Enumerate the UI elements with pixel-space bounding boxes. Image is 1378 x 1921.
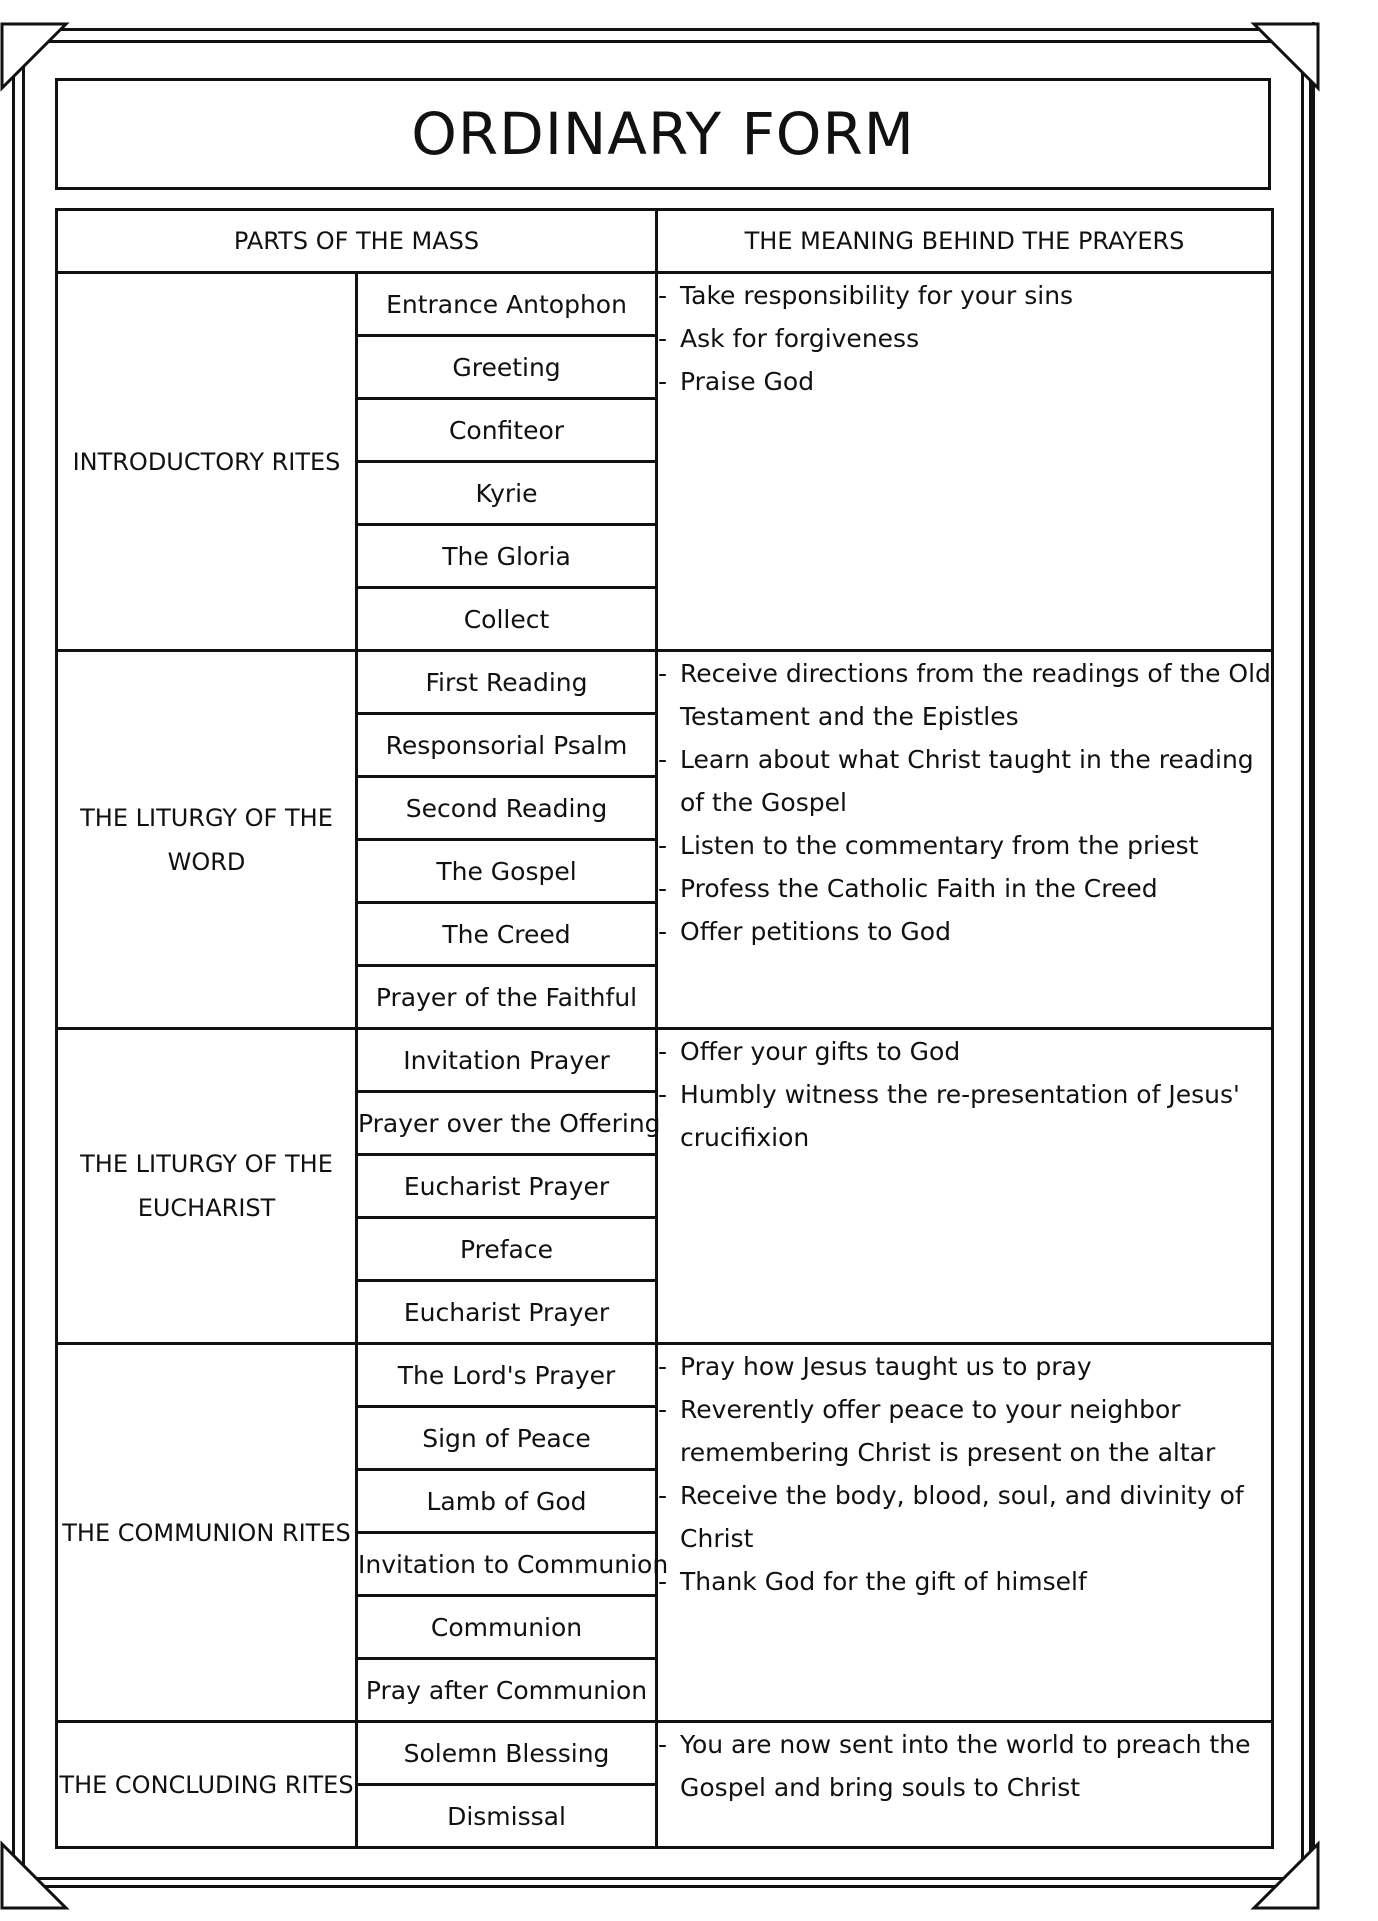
mass-part: Confiteor (357, 399, 657, 462)
mass-table (55, 208, 1274, 1849)
mass-part: Prayer of the Faithful (357, 966, 657, 1029)
meaning-item: - Ask for forgiveness (658, 317, 1271, 360)
mass-part: Collect (357, 588, 657, 651)
mass-part: Pray after Communion (357, 1659, 657, 1722)
meaning-item: - Pray how Jesus taught us to pray (658, 1345, 1271, 1388)
mass-part: Communion (357, 1596, 657, 1659)
rite-name: THE COMMUNION RITES (57, 1344, 357, 1722)
meaning-cell (657, 651, 1273, 1029)
rite-name: THE LITURGY OF THE WORD (57, 651, 357, 1029)
corner-triangle-icon (0, 1840, 70, 1910)
meaning-cell (657, 1344, 1273, 1722)
rite-name: THE CONCLUDING RITES (57, 1722, 357, 1848)
meaning-item: - Offer petitions to God (658, 910, 1271, 953)
meaning-item: - Take responsibility for your sins (658, 274, 1271, 317)
meaning-item: - Listen to the commentary from the priest (658, 824, 1271, 867)
mass-part: The Gospel (357, 840, 657, 903)
mass-part: Invitation Prayer (357, 1029, 657, 1092)
table-header-row (57, 210, 1273, 273)
header-parts: PARTS OF THE MASS (57, 210, 657, 273)
mass-part: Responsorial Psalm (357, 714, 657, 777)
meaning-item: - Profess the Catholic Faith in the Creed (658, 867, 1271, 910)
meaning-item: - Receive directions from the readings of the Old Testament and the Epistles (658, 652, 1271, 738)
mass-part: Greeting (357, 336, 657, 399)
mass-part: Kyrie (357, 462, 657, 525)
meaning-list (658, 1723, 1271, 1809)
meaning-item: - Receive the body, blood, soul, and divinity of Christ (658, 1474, 1271, 1560)
table-row (57, 273, 1273, 336)
title-box (55, 78, 1271, 190)
mass-part: Eucharist Prayer (357, 1155, 657, 1218)
meaning-item: - You are now sent into the world to preach the Gospel and bring souls to Christ (658, 1723, 1271, 1809)
meaning-list (658, 274, 1271, 403)
mass-part: Solemn Blessing (357, 1722, 657, 1785)
mass-part: Invitation to Communion (357, 1533, 657, 1596)
mass-part: Preface (357, 1218, 657, 1281)
rite-name: THE LITURGY OF THE EUCHARIST (57, 1029, 357, 1344)
rite-name: INTRODUCTORY RITES (57, 273, 357, 651)
page-title: ORDINARY FORM (411, 100, 915, 168)
meaning-item: - Praise God (658, 360, 1271, 403)
mass-part: The Lord's Prayer (357, 1344, 657, 1407)
mass-part: The Gloria (357, 525, 657, 588)
mass-part: First Reading (357, 651, 657, 714)
frame-edge-line (1312, 22, 1315, 1888)
table-row (57, 1029, 1273, 1092)
mass-part: The Creed (357, 903, 657, 966)
table-row (57, 651, 1273, 714)
mass-part: Entrance Antophon (357, 273, 657, 336)
mass-part: Eucharist Prayer (357, 1281, 657, 1344)
mass-part: Lamb of God (357, 1470, 657, 1533)
meaning-cell (657, 273, 1273, 651)
mass-part: Dismissal (357, 1785, 657, 1848)
meaning-item: - Humbly witness the re-presentation of Jesus' crucifixion (658, 1073, 1271, 1159)
meaning-cell (657, 1722, 1273, 1848)
mass-part: Second Reading (357, 777, 657, 840)
mass-part: Prayer over the Offering (357, 1092, 657, 1155)
meaning-item: - Offer your gifts to God (658, 1030, 1271, 1073)
meaning-item: - Learn about what Christ taught in the reading of the Gospel (658, 738, 1271, 824)
meaning-cell (657, 1029, 1273, 1344)
corner-triangle-icon (1250, 1840, 1320, 1910)
table-row (57, 1344, 1273, 1407)
meaning-list (658, 1345, 1271, 1603)
table-row (57, 1722, 1273, 1785)
header-meaning: THE MEANING BEHIND THE PRAYERS (657, 210, 1273, 273)
meaning-item: - Reverently offer peace to your neighbor remembering Christ is present on the altar (658, 1388, 1271, 1474)
meaning-item: - Thank God for the gift of himself (658, 1560, 1271, 1603)
meaning-list (658, 652, 1271, 953)
meaning-list (658, 1030, 1271, 1159)
mass-part: Sign of Peace (357, 1407, 657, 1470)
